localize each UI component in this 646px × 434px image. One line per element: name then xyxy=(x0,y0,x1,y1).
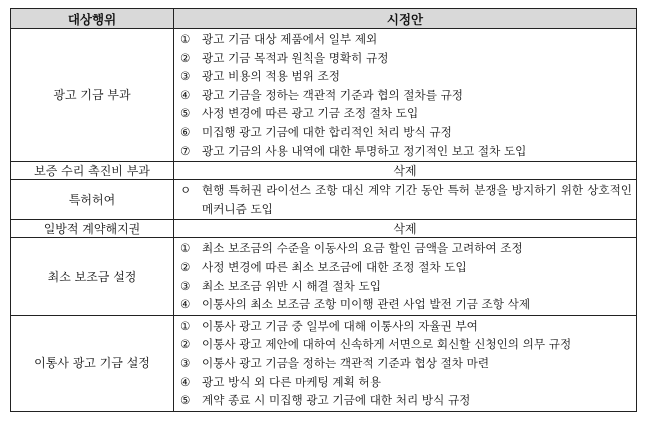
item-number: ③ xyxy=(180,355,191,370)
list-item xyxy=(180,142,632,161)
item-number: ③ xyxy=(180,278,191,293)
row-measures xyxy=(174,315,637,411)
item-text: 현행 특허권 라이선스 조항 대신 계약 기간 동안 특허 분쟁을 방지하기 위한 상호적인 메커니즘 도입 xyxy=(202,183,632,216)
row-measures xyxy=(174,180,637,220)
row-category: 특허허여 xyxy=(11,180,174,220)
item-text: 계약 종료 시 미집행 광고 기금에 대한 처리 방식 규정 xyxy=(202,393,471,408)
item-text: 이통사 광고 기금을 정하는 객관적 기준과 협상 절차 마련 xyxy=(202,355,490,370)
row-deleted-note: 삭제 xyxy=(174,220,637,238)
item-text: 이통사의 최소 보조금 조항 미이행 관련 사업 발전 기금 조항 삭제 xyxy=(202,297,531,312)
list-item xyxy=(180,277,632,296)
list-item xyxy=(180,391,632,410)
list-item xyxy=(180,239,632,258)
list-item xyxy=(180,30,632,49)
row-category: 일방적 계약해지권 xyxy=(11,220,174,238)
item-text: 광고 비용의 적용 범위 조정 xyxy=(202,69,340,84)
item-number: ② xyxy=(180,337,191,352)
list-item xyxy=(180,258,632,277)
item-number: ⑤ xyxy=(180,393,191,408)
table-header-row xyxy=(11,9,637,29)
row-category: 이통사 광고 기금 설정 xyxy=(11,315,174,411)
item-text: 광고 기금 목적과 원칙을 명확히 규정 xyxy=(202,50,389,65)
list-item xyxy=(180,373,632,392)
row-category: 광고 기금 부과 xyxy=(11,29,174,162)
row-measures xyxy=(174,29,637,162)
item-text: 사정 변경에 따른 광고 기금 조정 절차 도입 xyxy=(202,106,419,121)
item-number: ④ xyxy=(180,374,191,389)
list-item xyxy=(180,49,632,68)
item-text: 광고 방식 외 다른 마케팅 계획 허용 xyxy=(202,374,381,389)
list-item xyxy=(180,86,632,105)
item-text: 최소 보조금의 수준을 이동사의 요금 할인 금액을 고려하여 조정 xyxy=(202,241,523,256)
item-text: 이통사 광고 기금 중 일부에 대해 이통사의 자율권 부여 xyxy=(202,318,478,333)
item-number: ⑦ xyxy=(180,143,191,158)
list-item xyxy=(180,123,632,142)
list-item xyxy=(180,354,632,373)
item-number: ③ xyxy=(180,69,191,84)
row-category: 최소 보조금 설정 xyxy=(11,238,174,315)
item-number: ② xyxy=(180,50,191,65)
table-row xyxy=(11,162,637,180)
row-deleted-note: 삭제 xyxy=(174,162,637,180)
list-item xyxy=(180,335,632,354)
table-row xyxy=(11,220,637,238)
item-number: ① xyxy=(180,318,191,333)
item-number: ④ xyxy=(180,87,191,102)
measures-table-container xyxy=(10,8,636,412)
item-text: 최소 보조금 위반 시 해결 절차 도입 xyxy=(202,278,381,293)
item-text: 사정 변경에 따른 최소 보조금에 대한 조정 절차 도입 xyxy=(202,259,467,274)
item-number: ⑤ xyxy=(180,106,191,121)
item-bullet: ㅇ xyxy=(180,183,192,198)
item-text: 미집행 광고 기금에 대한 합리적인 처리 방식 규정 xyxy=(202,124,452,139)
item-number: ⑥ xyxy=(180,124,191,139)
list-item xyxy=(180,181,632,218)
header-corrective-plan: 시정안 xyxy=(174,9,637,29)
table-row xyxy=(11,29,637,162)
table-row xyxy=(11,238,637,315)
list-item xyxy=(180,317,632,336)
item-number: ② xyxy=(180,259,191,274)
list-item xyxy=(180,295,632,314)
table-row xyxy=(11,315,637,411)
corrective-measures-table xyxy=(10,8,637,412)
item-text: 광고 기금의 사용 내역에 대한 투명하고 정기적인 보고 절차 도입 xyxy=(202,143,527,158)
row-category: 보증 수리 촉진비 부과 xyxy=(11,162,174,180)
row-measures xyxy=(174,238,637,315)
item-number: ④ xyxy=(180,297,191,312)
item-text: 광고 기금을 정하는 객관적 기준과 협의 절차를 규정 xyxy=(202,87,463,102)
item-text: 광고 기금 대상 제품에서 일부 제외 xyxy=(202,32,378,46)
list-item xyxy=(180,104,632,123)
table-row xyxy=(11,180,637,220)
item-number: ① xyxy=(180,241,191,256)
header-target-action: 대상행위 xyxy=(11,9,174,29)
list-item xyxy=(180,67,632,86)
item-number: ① xyxy=(180,32,191,46)
item-text: 이통사 광고 제안에 대하여 신속하게 서면으로 회신할 신청인의 의무 규정 xyxy=(202,337,572,352)
